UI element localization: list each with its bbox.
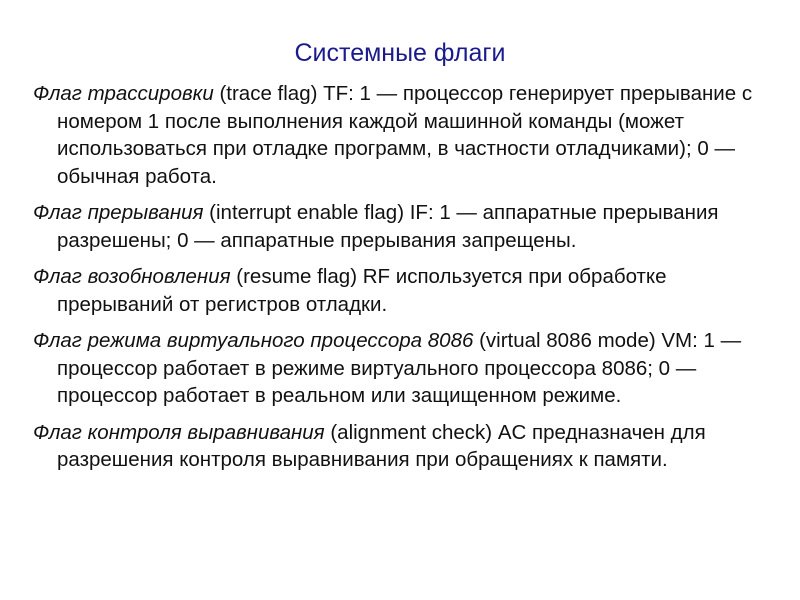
flag-description: (trace flag) TF: 1 — процессор генерирует прерывание с номером 1 после выполнения каждой машинной команды (может использоваться при отладке программ, в частности отладчиками); 0 — обычная работа. <box>57 82 753 188</box>
flag-item-trace <box>33 80 783 190</box>
flag-term: Флаг возобновления <box>33 265 231 288</box>
slide-title: Системные флаги <box>294 39 506 67</box>
flag-description: (alignment check) AC предназначен для разрешения контроля выравнивания при обращениях к памяти. <box>57 420 706 471</box>
flag-list <box>33 80 783 483</box>
flag-term: Флаг трассировки <box>33 82 214 105</box>
flag-description: (interrupt enable flag) IF: 1 — аппаратные прерывания разрешены; 0 — аппаратные прерывания запрещены. <box>57 201 719 252</box>
flag-item-interrupt <box>33 199 783 254</box>
flag-item-virtual-8086 <box>33 327 783 410</box>
flag-description: (virtual 8086 mode) VM: 1 — процессор работает в режиме виртуального процессора 8086; 0 — процессор работает в реальном или защищенном режиме. <box>57 329 742 407</box>
flag-item-resume <box>33 263 783 318</box>
flag-term: Флаг режима виртуального процессора 8086 <box>33 329 474 352</box>
flag-term: Флаг контроля выравнивания <box>33 420 325 444</box>
flag-term: Флаг прерывания <box>33 201 204 224</box>
flag-item-alignment-check <box>33 419 783 474</box>
flag-description: (resume flag) RF используется при обработке прерываний от регистров отладки. <box>57 265 667 316</box>
